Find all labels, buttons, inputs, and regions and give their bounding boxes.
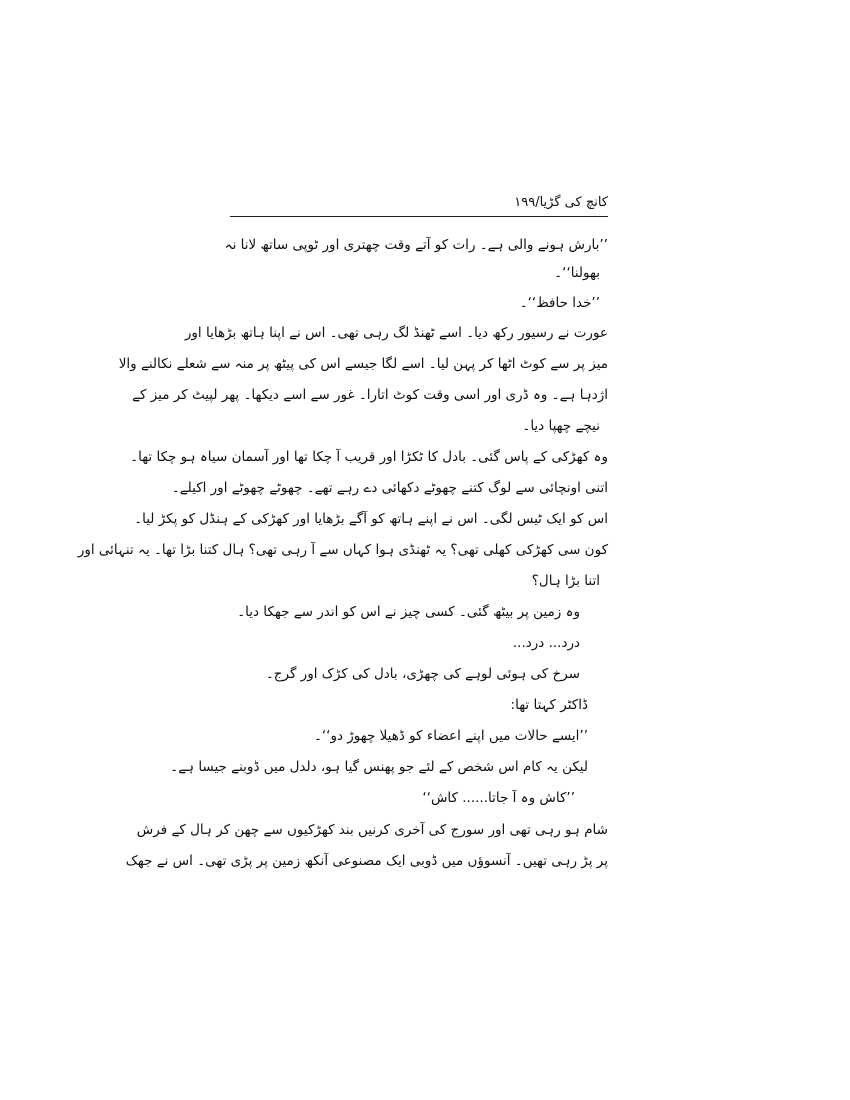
text-line: نیچے چھپا دیا۔ <box>522 418 600 434</box>
text-line: وہ کھڑکی کے پاس گئی۔ بادل کا ٹکڑا اور قریب آ چکا تھا اور آسمان سیاہ ہو چکا تھا۔ <box>130 449 608 465</box>
text-line: بھولنا‘‘۔ <box>554 265 600 281</box>
text-line: اس کو ایک ٹیس لگی۔ اس نے اپنے ہاتھ کو آگے بڑھایا اور کھڑکی کے ہنڈل کو پکڑ لیا۔ <box>134 511 608 527</box>
running-title: کانچ کی گڑیا/۱۹۹ <box>514 195 608 210</box>
text-line: عورت نے رسیور رکھ دیا۔ اسے ٹھنڈ لگ رہی تھی۔ اس نے اپنا ہاتھ بڑھایا اور <box>184 325 608 341</box>
text-line: میز پر سے کوٹ اٹھا کر پہن لیا۔ اسے لگا جیسے اس کی پیٹھ پر منہ سے شعلے نکالنے والا <box>118 356 608 372</box>
header-rule <box>230 216 608 217</box>
text-line: ’’بارش ہونے والی ہے۔ رات کو آتے وقت چھتری اور ٹوپی ساتھ لانا نہ <box>224 237 608 253</box>
running-header <box>230 190 608 216</box>
text-line: اژدہا ہے۔ وہ ڈری اور اسی وقت کوٹ اتارا۔ غور سے اسے دیکھا۔ پھر لپیٹ کر میز کے <box>132 387 608 403</box>
text-line: ’’کاش وہ آ جاتا...... کاش‘‘ <box>422 790 575 806</box>
text-line: پر پڑ رہی تھیں۔ آنسوؤں میں ڈوبی ایک مصنوعی آنکھ زمین پر پڑی تھی۔ اس نے جھک <box>125 853 608 869</box>
text-line: ڈاکٹر کہتا تھا: <box>510 697 588 713</box>
text-line: ’’خدا حافظ‘‘۔ <box>519 295 600 311</box>
text-line: ’’ایسے حالات میں اپنے اعضاء کو ڈھیلا چھوڑ دو‘‘۔ <box>313 728 588 744</box>
text-line: سرخ کی ہوئی لوہے کی چھڑی، بادل کی کڑک اور گرج۔ <box>265 666 580 682</box>
text-line: کون سی کھڑکی کھلی تھی؟ یہ ٹھنڈی ہوا کہاں سے آ رہی تھی؟ ہال کتنا بڑا تھا۔ یہ تنہائی اور <box>77 542 608 558</box>
text-line: اتنا بڑا ہال؟ <box>531 573 600 589</box>
text-line: درد... درد... <box>512 635 580 651</box>
text-line: اتنی اونچائی سے لوگ کتنے چھوٹے دکھائی دے رہے تھے۔ چھوٹے چھوٹے اور اکیلے۔ <box>171 480 608 496</box>
text-line: شام ہو رہی تھی اور سورج کی آخری کرنیں بند کھڑکیوں سے چھن کر ہال کے فرش <box>136 822 608 838</box>
text-line: وہ زمین پر بیٹھ گئی۔ کسی چیز نے اس کو اندر سے جھکا دیا۔ <box>237 604 580 620</box>
text-line: لیکن یہ کام اس شخص کے لئے جو پھنس گیا ہو، دلدل میں ڈوبنے جیسا ہے۔ <box>170 759 588 775</box>
